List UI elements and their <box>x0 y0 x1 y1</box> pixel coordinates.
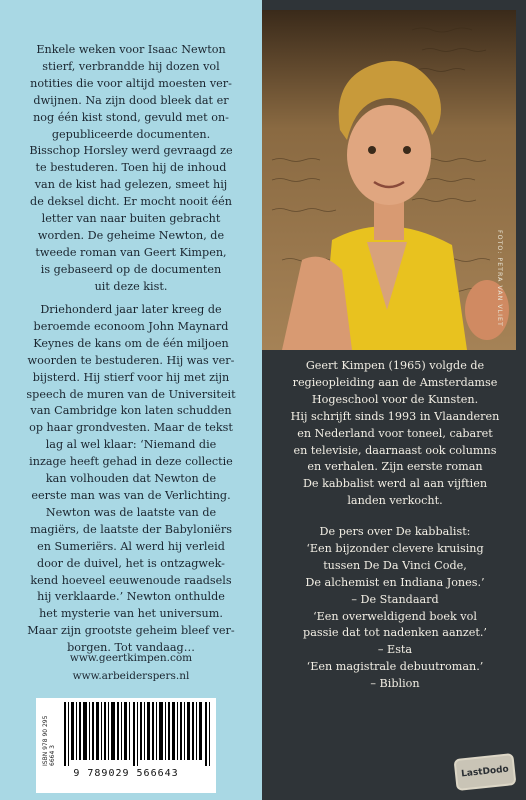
text-line: bijsterd. Hij stierf voor hij met zijn <box>32 370 230 384</box>
text-line: passie dat tot nadenken aanzet.’ <box>303 626 487 640</box>
text-line: borgen. Tot vandaag… <box>67 641 195 655</box>
text-line: op haar grondvesten. Maar de tekst <box>29 421 233 435</box>
text-line: Hij schrijft sinds 1993 in Vlaanderen <box>290 409 500 423</box>
text-line: is gebaseerd op de documenten <box>40 262 222 276</box>
text-line: eerste man was van de Verlichting. <box>31 488 231 502</box>
text-line: De alchemist en Indiana Jones.’ <box>305 575 485 589</box>
quote-source: – Biblion <box>370 677 420 691</box>
text-line: magiërs, de laatste der Babyloniërs <box>30 522 232 536</box>
text-line: ‘Een magistrale debuutroman.’ <box>306 660 484 674</box>
text-line: dwijnen. Na zijn dood bleek dat er <box>33 93 229 107</box>
quote-source: – De Standaard <box>351 592 439 606</box>
text-line: en Sumeriërs. Al werd hij verleid <box>37 539 225 553</box>
text-line: de deksel dicht. Er mocht nooit één <box>30 195 232 209</box>
text-line: woorden te bestuderen. Hij was ver- <box>27 353 235 367</box>
text-line: kan volhouden dat Newton de <box>45 472 217 486</box>
text-line: Keynes de kans om de één miljoen <box>33 336 229 350</box>
text-line: door de duivel, het is ontzagwek- <box>37 556 225 570</box>
text-line: van Cambridge kon laten schudden <box>30 404 232 418</box>
text-line: hij verklaarde.’ Newton onthulde <box>37 590 225 604</box>
press-heading: De pers over De kabbalist: <box>319 525 471 538</box>
text-line: letter van naar buiten gebracht <box>41 212 221 226</box>
text-line: van de kist had gelezen, smeet hij <box>34 178 228 192</box>
text-line: Newton was de laatste van de <box>45 505 217 519</box>
text-line: landen verkocht. <box>347 494 443 508</box>
text-line: lag al wel klaar: ‘Niemand die <box>45 438 217 452</box>
text-line: en televisie, daarnaast ook columns <box>293 443 497 457</box>
text-line: inzage heeft gehad in deze collectie <box>29 455 233 469</box>
text-line: gepubliceerde documenten. <box>51 127 211 141</box>
publisher-website-link[interactable]: www.arbeiderspers.nl <box>72 670 190 682</box>
photo-credit: FOTO: PETRA VAN VLIET <box>496 230 503 327</box>
blurb-paragraph-1 <box>10 42 252 296</box>
text-line: Geert Kimpen (1965) volgde de <box>305 359 485 372</box>
text-line: tussen De Da Vinci Code, <box>323 558 467 572</box>
isbn-barcode <box>36 698 216 793</box>
isbn-vertical-label: ISBN 978 90 295 6664 3 <box>42 715 56 766</box>
text-line: regieopleiding aan de Amsterdamse <box>292 375 498 389</box>
text-line: worden. De geheime Newton, de <box>37 228 225 242</box>
text-line: De kabbalist werd al aan vijftien <box>302 477 488 491</box>
press-quotes <box>272 524 518 693</box>
text-line: kend hoeveel eeuwenoude raadsels <box>30 573 232 587</box>
text-line: en verhalen. Zijn eerste roman <box>307 460 483 474</box>
author-website-link[interactable]: www.geertkimpen.com <box>69 652 193 664</box>
text-line: tweede roman van Geert Kimpen, <box>35 245 227 259</box>
quote-source: – Esta <box>377 643 413 657</box>
blurb-paragraph-2 <box>10 302 252 657</box>
text-line: nog één kist stond, gevuld met on- <box>33 110 229 124</box>
text-line: en Nederland voor toneel, cabaret <box>297 426 493 440</box>
barcode-bars <box>64 702 212 766</box>
text-line: beroemde econoom John Maynard <box>33 319 229 333</box>
text-line: speech de muren van de Universiteit <box>26 387 236 401</box>
text-line: ‘Een overweldigend boek vol <box>313 609 477 623</box>
text-line: te bestuderen. Toen hij de inhoud <box>35 161 227 175</box>
text-line: Enkele weken voor Isaac Newton <box>36 43 226 56</box>
author-photo <box>262 10 516 350</box>
text-line: uit deze kist. <box>94 279 168 293</box>
text-line: notities die voor altijd moesten ver- <box>30 76 232 90</box>
author-portrait-illustration <box>262 10 516 350</box>
author-bio <box>272 358 518 510</box>
text-line: ‘Een bijzonder clevere kruising <box>306 541 484 555</box>
text-line: Maar zijn grootste geheim bleef ver- <box>27 624 235 638</box>
text-line: Driehonderd jaar later kreeg de <box>40 303 222 316</box>
text-line: het mysterie van het universum. <box>39 607 223 621</box>
text-line: stierf, verbrandde hij dozen vol <box>42 59 220 73</box>
isbn-number: 9 789029 566643 <box>73 768 179 779</box>
text-line: Bisschop Horsley werd gevraagd ze <box>29 144 233 158</box>
text-line: Hogeschool voor de Kunsten. <box>311 392 479 406</box>
watermark-logo: LastDodo <box>453 753 516 791</box>
